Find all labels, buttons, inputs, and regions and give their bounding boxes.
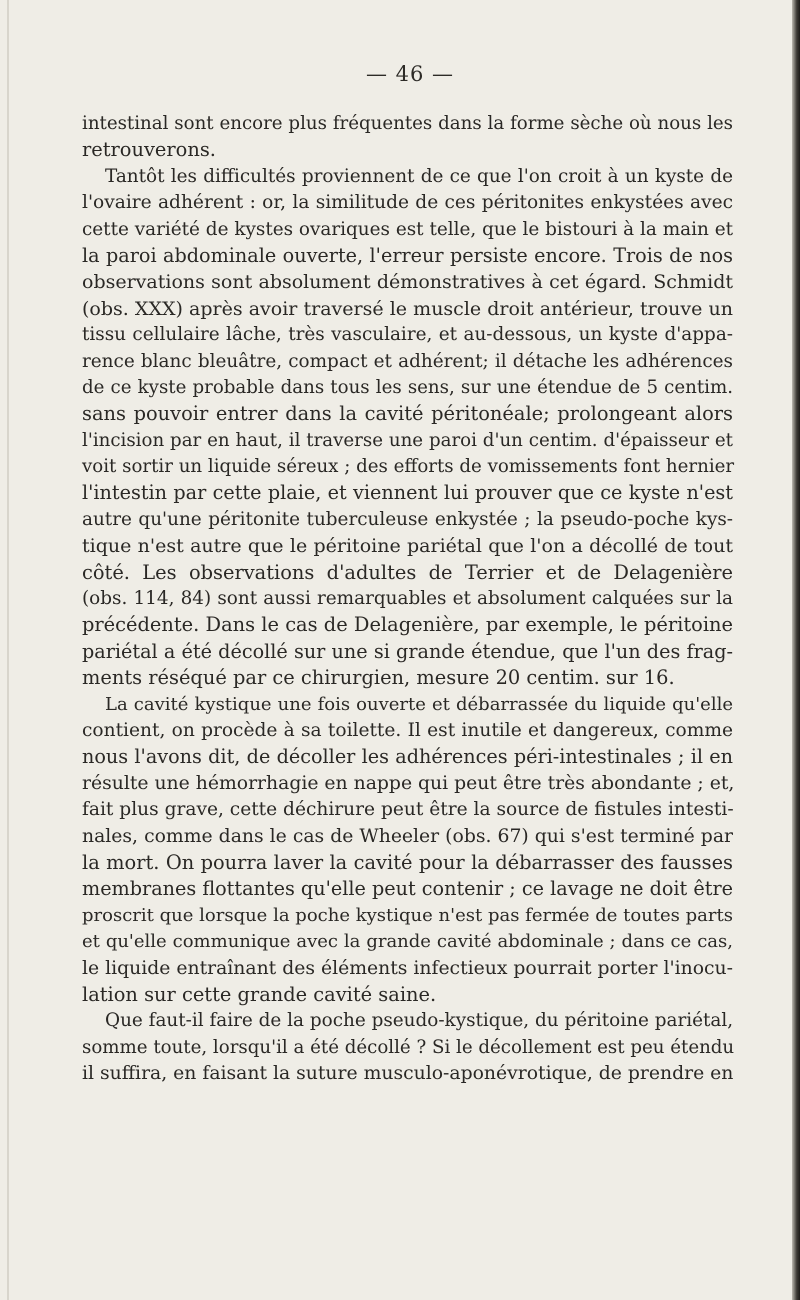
text-line-17: tique n'est autre que le péritoine pariétal que l'on a décollé de tout: [82, 535, 733, 558]
page-edge-shadow: [792, 0, 800, 1300]
text-line-36: somme toute, lorsqu'il a été décollé ? Si le décollement est peu étendu: [82, 1036, 735, 1058]
text-line-26: résulte une hémorrhagie en nappe qui peut être très abondante ; et,: [82, 772, 735, 794]
text-line-32: et qu'elle communique avec la grande cavité abdominale ; dans ce cas,: [82, 931, 733, 953]
text-line-20: précédente. Dans le cas de Delagenière, par exemple, le péritoine: [82, 613, 733, 637]
text-line-2: retrouverons.: [82, 138, 216, 162]
page-number: — 46 —: [365, 62, 455, 86]
text-line-19: (obs. 114, 84) sont aussi remarquables et absolument calquées sur la: [82, 588, 733, 610]
text-line-6: la paroi abdominale ouverte, l'erreur persiste encore. Trois de nos: [82, 243, 733, 267]
text-line-21: pariétal a été décollé sur une si grande étendue, que l'un des frag-: [82, 639, 733, 663]
text-line-24: contient, on procède à sa toilette. Il est inutile et dangereux, comme: [82, 719, 733, 741]
text-line-33: le liquide entraînant des éléments infectieux pourrait porter l'inocu-: [82, 957, 733, 979]
text-line-4: l'ovaire adhérent : or, la similitude de ces péritonites enkystées avec: [82, 192, 733, 214]
text-line-37: il suffira, en faisant la suture musculo-aponévrotique, de prendre en: [82, 1063, 734, 1085]
text-line-12: sans pouvoir entrer dans la cavité péritonéale; prolongeant alors: [82, 402, 733, 426]
text-line-16: autre qu'une péritonite tuberculeuse enkystée ; la pseudo-poche kys-: [82, 508, 733, 530]
page-gutter-line: [7, 0, 9, 1300]
text-line-14: voit sortir un liquide séreux ; des efforts de vomissements font hernier: [82, 456, 735, 478]
text-line-23: La cavité kystique une fois ouverte et débarrassée du liquide qu'elle: [105, 693, 733, 715]
text-line-22: ments réséqué par ce chirurgien, mesure 20 centim. sur 16.: [82, 666, 675, 690]
text-line-35: Que faut-il faire de la poche pseudo-kystique, du péritoine pariétal,: [105, 1010, 734, 1032]
text-line-13: l'incision par en haut, il traverse une paroi d'un centim. d'épaisseur et: [82, 429, 733, 451]
text-line-3: Tantôt les difficultés proviennent de ce que l'on croit à un kyste de: [105, 165, 733, 187]
text-line-11: de ce kyste probable dans tous les sens, sur une étendue de 5 centim.: [82, 376, 733, 398]
text-line-15: l'intestin par cette plaie, et viennent lui prouver que ce kyste n'est: [82, 481, 733, 505]
text-line-30: membranes flottantes qu'elle peut contenir ; ce lavage ne doit être: [82, 877, 733, 901]
text-line-5: cette variété de kystes ovariques est telle, que le bistouri à la main et: [82, 218, 733, 240]
text-line-18: côté. Les observations d'adultes de Terrier et de Delagenière: [82, 560, 733, 584]
text-line-31: proscrit que lorsque la poche kystique n'est pas fermée de toutes parts: [82, 904, 733, 926]
text-line-34: lation sur cette grande cavité saine.: [82, 982, 437, 1006]
text-line-28: nales, comme dans le cas de Wheeler (obs. 67) qui s'est terminé par: [82, 825, 733, 847]
text-line-29: la mort. On pourra laver la cavité pour la débarrasser des fausses: [82, 850, 733, 874]
text-line-27: fait plus grave, cette déchirure peut être la source de fistules intesti-: [82, 799, 734, 821]
text-line-10: rence blanc bleuâtre, compact et adhérent; il détache les adhérences: [82, 350, 733, 372]
text-line-9: tissu cellulaire lâche, très vasculaire, et au-dessous, un kyste d'appa-: [82, 324, 733, 346]
text-line-7: observations sont absolument démonstratives à cet égard. Schmidt: [82, 271, 733, 294]
text-line-1: intestinal sont encore plus fréquentes dans la forme sèche où nous les: [82, 113, 733, 134]
body-text: [82, 111, 733, 1087]
text-line-25: nous l'avons dit, de décoller les adhérences péri-intestinales ; il en: [82, 745, 733, 769]
text-line-8: (obs. XXX) après avoir traversé le muscle droit antérieur, trouve un: [82, 297, 733, 320]
